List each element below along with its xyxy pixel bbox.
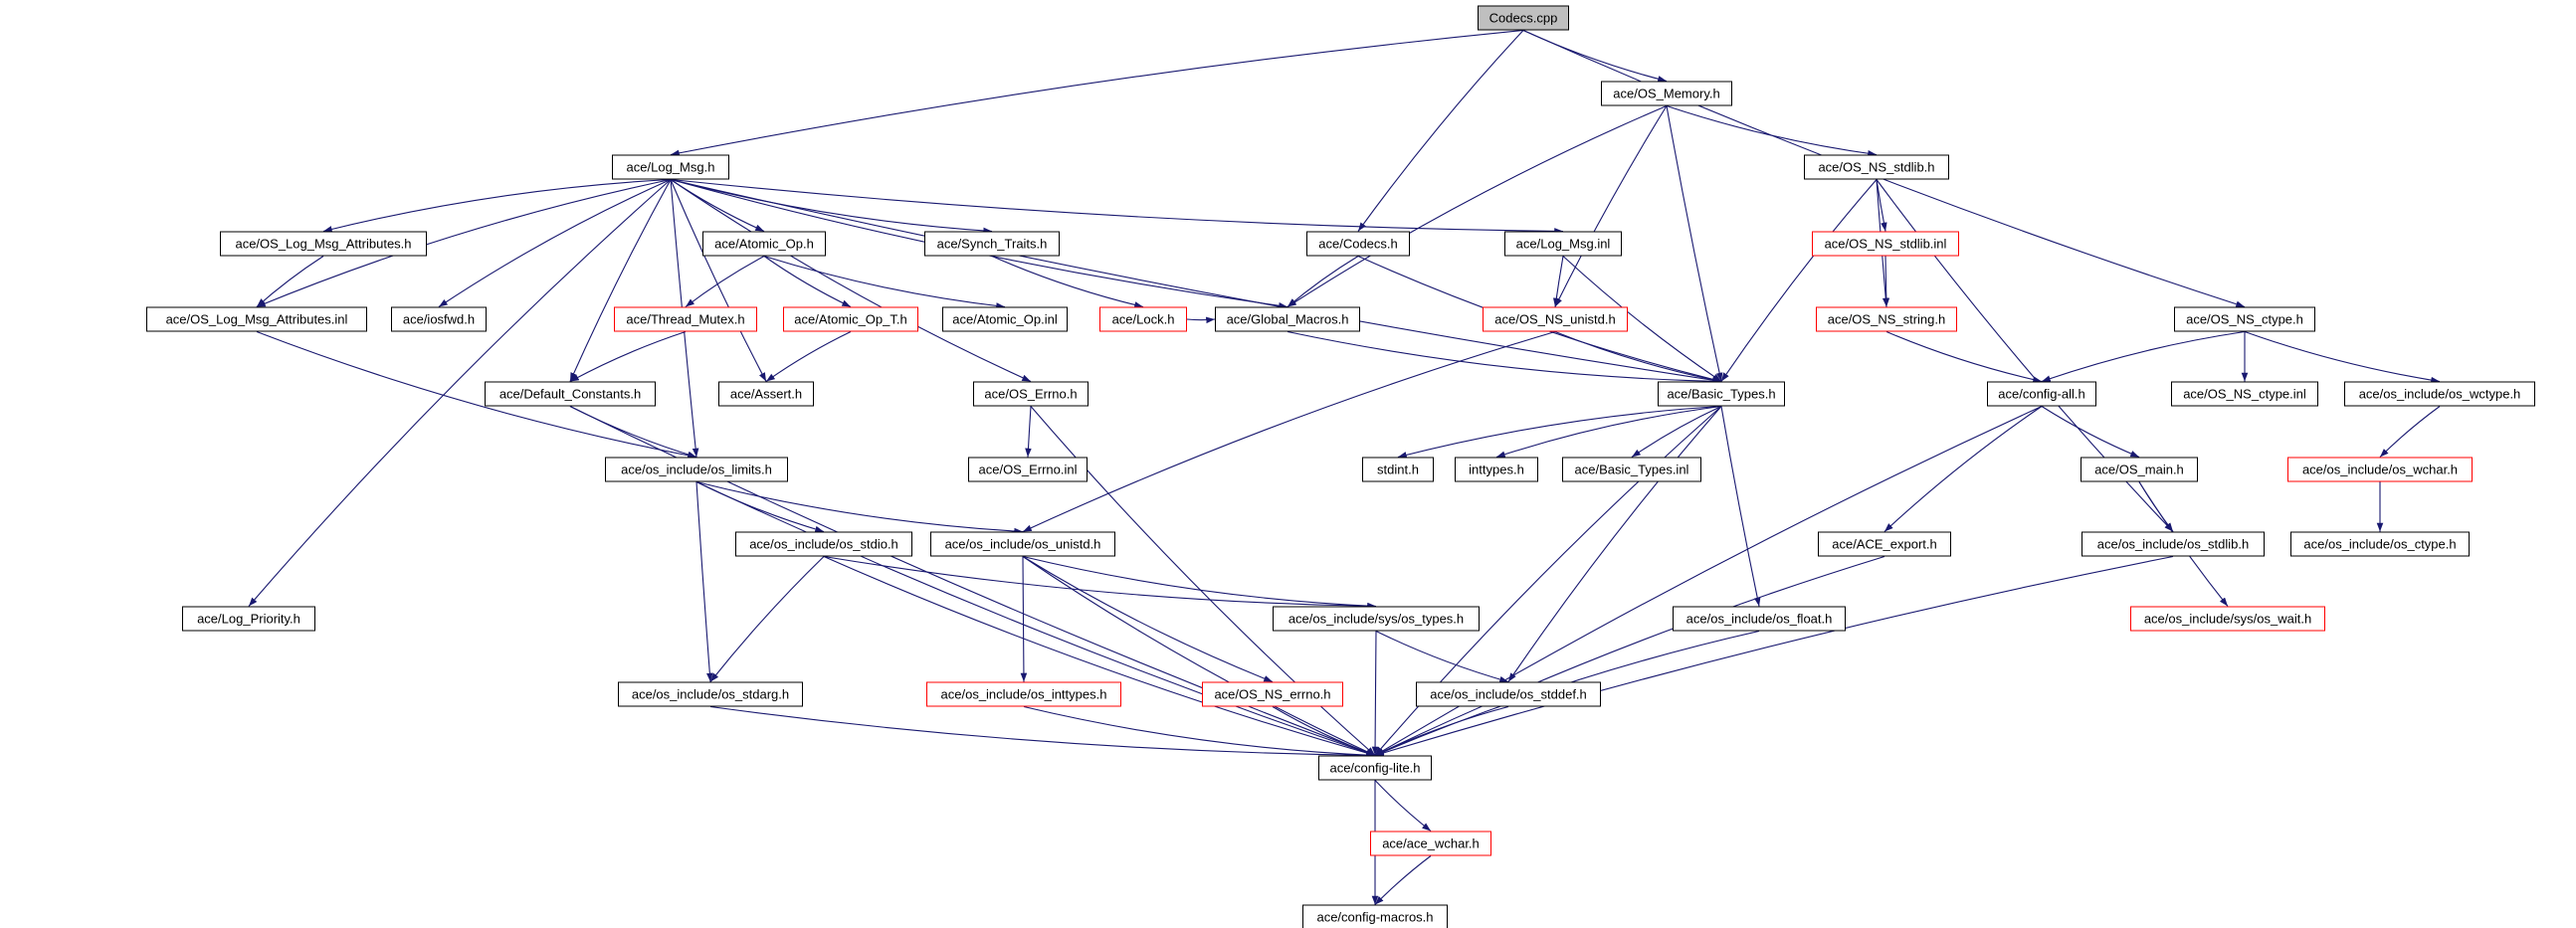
graph-edge: [696, 482, 1023, 532]
graph-edge: [1523, 31, 1667, 82]
graph-node-label: ace/config-lite.h: [1329, 760, 1421, 776]
graph-edge: [1023, 557, 1375, 756]
graph-node[interactable]: [1202, 682, 1343, 707]
graph-node-label: ace/os_include/os_limits.h: [621, 462, 772, 477]
graph-node[interactable]: [605, 458, 788, 482]
graph-node[interactable]: [1362, 458, 1434, 482]
graph-node[interactable]: [220, 232, 427, 257]
graph-node[interactable]: [942, 307, 1068, 332]
graph-edge: [1023, 557, 1376, 607]
graph-edge: [671, 180, 764, 232]
graph-node-label: ace/OS_NS_string.h: [1827, 311, 1946, 327]
graph-node-label: ace/Lock.h: [1111, 311, 1175, 327]
graph-node-label: ace/OS_NS_errno.h: [1214, 686, 1331, 702]
graph-edge: [671, 180, 992, 232]
graph-node[interactable]: [718, 382, 814, 407]
graph-node-label: ace/iosfwd.h: [402, 311, 476, 327]
graph-edge: [570, 180, 671, 382]
graph-node-label: ace/os_include/sys/os_types.h: [1288, 611, 1465, 627]
graph-node[interactable]: [973, 382, 1089, 407]
graph-edge: [686, 257, 764, 307]
graph-edge: [764, 257, 1005, 307]
graph-edge: [671, 180, 1563, 232]
graph-node[interactable]: [485, 382, 656, 407]
graph-edge: [1023, 332, 1555, 532]
graph-node-label: ace/OS_Memory.h: [1613, 86, 1720, 101]
graph-node-label: ace/ace_wchar.h: [1382, 835, 1480, 851]
graph-node[interactable]: [612, 155, 729, 180]
graph-node[interactable]: [1818, 532, 1951, 557]
graph-node-label: ace/ACE_export.h: [1832, 536, 1937, 552]
graph-edge: [1632, 407, 1721, 458]
graph-node[interactable]: [2290, 532, 2470, 557]
graph-node-label: ace/os_include/os_unistd.h: [944, 536, 1101, 552]
graph-edge: [1288, 106, 1667, 307]
graph-node-label: ace/Synch_Traits.h: [936, 236, 1048, 252]
graph-node[interactable]: [146, 307, 367, 332]
graph-node-label: ace/Basic_Types.inl: [1574, 462, 1689, 477]
graph-edge: [710, 557, 824, 682]
graph-node-label: ace/os_include/os_wctype.h: [2358, 386, 2521, 402]
graph-edge: [1884, 407, 2042, 532]
graph-node-label: ace/Atomic_Op.h: [714, 236, 814, 252]
graph-node[interactable]: [1306, 232, 1410, 257]
graph-node[interactable]: [1302, 905, 1448, 928]
graph-edge: [1028, 407, 1031, 458]
graph-edge: [824, 557, 1376, 607]
graph-node-label: ace/os_include/os_float.h: [1685, 611, 1833, 627]
graph-edge: [992, 257, 1143, 307]
graph-node-label: ace/os_include/os_stdarg.h: [631, 686, 790, 702]
graph-node[interactable]: [926, 682, 1121, 707]
graph-edge: [764, 257, 851, 307]
graph-node[interactable]: [1370, 832, 1491, 856]
graph-node-label: ace/OS_NS_unistd.h: [1494, 311, 1616, 327]
graph-edge: [1376, 632, 1508, 682]
graph-node-label: inttypes.h: [1469, 462, 1524, 477]
graph-edge: [1375, 557, 1884, 756]
graph-node-label: ace/OS_Log_Msg_Attributes.inl: [165, 311, 348, 327]
graph-edge: [257, 257, 323, 307]
graph-node-label: ace/Log_Priority.h: [197, 611, 300, 627]
graph-edge: [1023, 557, 1024, 682]
graph-node-label: ace/config-all.h: [1998, 386, 2085, 402]
graph-node[interactable]: [1673, 607, 1846, 632]
graph-edge: [1375, 781, 1431, 832]
graph-node[interactable]: [783, 307, 918, 332]
graph-edge: [2042, 332, 2245, 382]
graph-edge: [1024, 707, 1375, 756]
graph-node[interactable]: [1273, 607, 1480, 632]
graph-edge: [1288, 257, 1358, 307]
graph-node-label: ace/os_include/os_stddef.h: [1430, 686, 1587, 702]
graph-node-label: Codecs.cpp: [1488, 10, 1558, 26]
graph-node[interactable]: [1318, 756, 1432, 781]
graph-edge: [1555, 106, 1667, 307]
graph-node[interactable]: [2287, 458, 2473, 482]
graph-edge: [1877, 180, 1885, 232]
graph-node[interactable]: [1658, 382, 1785, 407]
graph-edge: [1375, 632, 1376, 756]
graph-edge: [570, 407, 696, 458]
graph-edge: [1555, 257, 1563, 307]
graph-edge: [2380, 407, 2440, 458]
graph-node-label: ace/Global_Macros.h: [1226, 311, 1349, 327]
graph-node-label: ace/OS_Errno.h: [984, 386, 1078, 402]
graph-node[interactable]: [1483, 307, 1628, 332]
graph-node[interactable]: [1504, 232, 1622, 257]
graph-node-label: ace/Thread_Mutex.h: [626, 311, 745, 327]
graph-node[interactable]: [1455, 458, 1538, 482]
graph-node-label: stdint.h: [1377, 462, 1419, 477]
graph-edge: [696, 482, 710, 682]
graph-node-label: ace/Log_Msg.h: [626, 159, 715, 175]
graph-node[interactable]: [968, 458, 1088, 482]
graph-edge: [1023, 557, 1273, 682]
graph-edge: [1667, 106, 1877, 155]
graph-node[interactable]: [614, 307, 757, 332]
graph-node[interactable]: [1478, 6, 1569, 31]
graph-node[interactable]: [1099, 307, 1187, 332]
graph-node[interactable]: [1601, 82, 1732, 106]
graph-node[interactable]: [2171, 382, 2318, 407]
graph-edge: [824, 557, 1375, 756]
graph-edge: [2042, 407, 2139, 458]
graph-edge: [1358, 31, 1523, 232]
graph-edge: [671, 180, 1721, 382]
graph-node-label: ace/config-macros.h: [1316, 909, 1434, 925]
graph-node[interactable]: [930, 532, 1115, 557]
graph-node-label: ace/Default_Constants.h: [498, 386, 642, 402]
graph-edge: [323, 180, 671, 232]
graph-edge: [671, 180, 766, 382]
graph-node-label: ace/Log_Msg.inl: [1515, 236, 1611, 252]
graph-node[interactable]: [1812, 232, 1959, 257]
graph-node[interactable]: [1987, 382, 2096, 407]
graph-edge: [1886, 332, 2042, 382]
graph-edge: [710, 707, 1375, 756]
graph-edge: [766, 332, 851, 382]
graph-edge: [696, 482, 824, 532]
graph-node[interactable]: [2081, 458, 2198, 482]
graph-edge: [1273, 707, 1375, 756]
graph-node[interactable]: [702, 232, 826, 257]
graph-node[interactable]: [1816, 307, 1957, 332]
graph-node-label: ace/OS_Log_Msg_Attributes.h: [235, 236, 412, 252]
graph-node-label: ace/Codecs.h: [1318, 236, 1398, 252]
graph-edge: [671, 31, 1523, 155]
graph-edge: [1721, 180, 1877, 382]
graph-edge: [439, 180, 671, 307]
graph-node[interactable]: [1804, 155, 1949, 180]
graph-node[interactable]: [618, 682, 803, 707]
graph-edge: [1885, 257, 1886, 307]
graph-edge: [1375, 707, 1508, 756]
graph-node[interactable]: [2174, 307, 2315, 332]
graph-edge: [1288, 332, 1721, 382]
graph-edge: [1667, 106, 1721, 382]
graph-node[interactable]: [2081, 532, 2265, 557]
graph-node-label: ace/OS_NS_ctype.h: [2186, 311, 2303, 327]
graph-node-label: ace/OS_NS_stdlib.inl: [1824, 236, 1947, 252]
graph-edge: [1721, 407, 1759, 607]
graph-edge: [1508, 407, 1721, 682]
graph-edge: [1555, 332, 1721, 382]
graph-edge: [1187, 319, 1215, 320]
graph-node-label: ace/os_include/os_wchar.h: [2301, 462, 2459, 477]
graph-edge: [2139, 482, 2173, 532]
graph-node-label: ace/OS_main.h: [2094, 462, 2184, 477]
graph-node[interactable]: [735, 532, 912, 557]
graph-node-label: ace/OS_Errno.inl: [978, 462, 1078, 477]
graph-node-label: ace/Assert.h: [729, 386, 803, 402]
graph-node[interactable]: [2344, 382, 2535, 407]
graph-node[interactable]: [924, 232, 1060, 257]
graph-edge: [1398, 407, 1721, 458]
graph-node[interactable]: [1215, 307, 1360, 332]
graph-node-label: ace/os_include/sys/os_wait.h: [2143, 611, 2312, 627]
graph-node[interactable]: [1562, 458, 1701, 482]
graph-edge: [570, 332, 686, 382]
graph-node[interactable]: [182, 607, 315, 632]
graph-node[interactable]: [1416, 682, 1601, 707]
graph-edge: [2245, 332, 2440, 382]
graph-node-label: ace/Atomic_Op.inl: [952, 311, 1058, 327]
graph-node-label: ace/os_include/os_stdlib.h: [2096, 536, 2250, 552]
graph-node[interactable]: [391, 307, 487, 332]
graph-node-label: ace/Atomic_Op_T.h: [794, 311, 907, 327]
graph-edge: [1375, 856, 1431, 905]
graph-edge: [671, 180, 1031, 382]
graph-edge: [1496, 407, 1721, 458]
graph-node-label: ace/os_include/os_inttypes.h: [940, 686, 1107, 702]
graph-edge: [1375, 557, 2173, 756]
graph-node-label: ace/Basic_Types.h: [1667, 386, 1776, 402]
graph-node-label: ace/OS_NS_ctype.inl: [2183, 386, 2306, 402]
graph-node-label: ace/os_include/os_ctype.h: [2303, 536, 2457, 552]
graph-node-label: ace/OS_NS_stdlib.h: [1818, 159, 1935, 175]
graph-node[interactable]: [2130, 607, 2325, 632]
graph-node-label: ace/os_include/os_stdio.h: [749, 536, 898, 552]
